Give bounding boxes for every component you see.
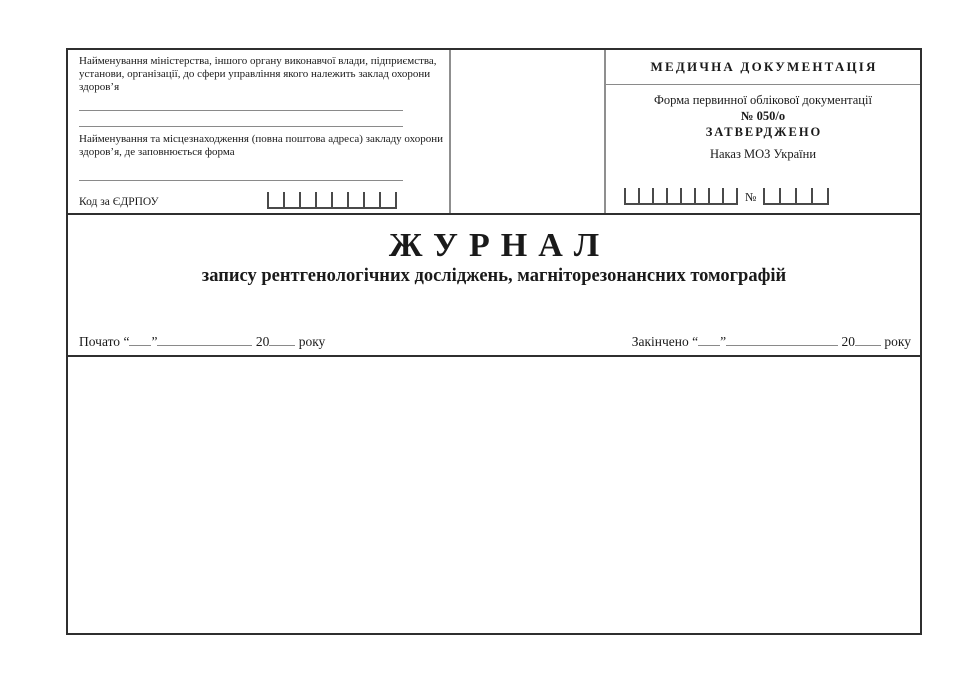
header-middle-cell: [451, 50, 606, 213]
comb-cell: [624, 188, 638, 203]
comb-cell: [331, 192, 347, 207]
form-info-block: [606, 85, 920, 162]
comb-cell: [694, 188, 708, 203]
comb-cell: [379, 192, 395, 207]
month-blank: [157, 333, 252, 346]
comb-cell: [666, 188, 680, 203]
date-finished: [632, 333, 911, 350]
medical-documentation-title: МЕДИЧНА ДОКУМЕНТАЦІЯ: [606, 50, 920, 85]
comb-cell: [315, 192, 331, 207]
comb-cell: [299, 192, 315, 207]
started-label: Почато: [79, 334, 121, 349]
form-number: № 050/о: [740, 109, 786, 123]
header-left-column: [68, 50, 451, 213]
comb-cell: [638, 188, 652, 203]
form-caption: Форма первинної облікової документації: [654, 93, 872, 107]
open-quote: “: [692, 334, 699, 349]
title-band: [68, 215, 920, 357]
dates-row: [68, 333, 920, 355]
close-quote: ”: [151, 334, 158, 349]
comb-cell: [795, 188, 811, 203]
year-suffix: року: [298, 334, 326, 349]
order-number-row: [606, 188, 920, 213]
journal-subtitle: запису рентгенологічних досліджень, магніторезонансних томографій: [201, 266, 787, 286]
date-started: [79, 333, 325, 350]
comb-cell: [811, 188, 827, 203]
day-blank: [129, 333, 151, 346]
blank-line: [79, 180, 403, 181]
year-prefix: 20: [255, 334, 270, 349]
comb-cell: [763, 188, 779, 203]
open-quote: “: [123, 334, 130, 349]
order-date-cells-field: [624, 188, 738, 205]
comb-cell: [779, 188, 795, 203]
comb-cell: [652, 188, 666, 203]
edrpou-row: [79, 192, 427, 209]
year-prefix: 20: [841, 334, 855, 349]
comb-cell: [267, 192, 283, 207]
comb-cell: [347, 192, 363, 207]
year-blank: [269, 333, 295, 346]
approved-label: ЗАТВЕРДЖЕНО: [705, 125, 823, 139]
edrpou-label: Код за ЄДРПОУ: [79, 196, 159, 208]
comb-cell: [283, 192, 299, 207]
number-sign: №: [745, 190, 757, 204]
journal-body-area: [68, 357, 920, 633]
journal-form: [66, 48, 922, 635]
header-right-column: [606, 50, 920, 213]
comb-cell: [722, 188, 736, 203]
comb-cell: [708, 188, 722, 203]
year-blank: [855, 333, 881, 346]
finished-label: Закінчено: [631, 334, 689, 349]
close-quote: ”: [720, 334, 727, 349]
facility-note: Найменування та місцезнаходження (повна поштова адреса) закладу охорони здоров’я, де заповнюється форма: [79, 133, 444, 158]
journal-title: ЖУРНАЛ: [388, 227, 611, 264]
order-number-cells-field: [763, 188, 829, 205]
month-blank: [726, 333, 838, 346]
order-label: Наказ МОЗ України: [709, 147, 817, 161]
blank-line: [79, 126, 403, 127]
comb-cell: [680, 188, 694, 203]
blank-line: [79, 110, 403, 111]
header-band: [68, 50, 920, 215]
day-blank: [698, 333, 720, 346]
comb-cell: [363, 192, 379, 207]
year-suffix: року: [884, 334, 911, 349]
edrpou-cells-field: [267, 192, 397, 209]
ministry-note: Найменування міністерства, іншого органу виконавчої влади, підприємства, установи, організації, до сфери управління якого належить заклад охорони здоров’я: [79, 55, 437, 93]
